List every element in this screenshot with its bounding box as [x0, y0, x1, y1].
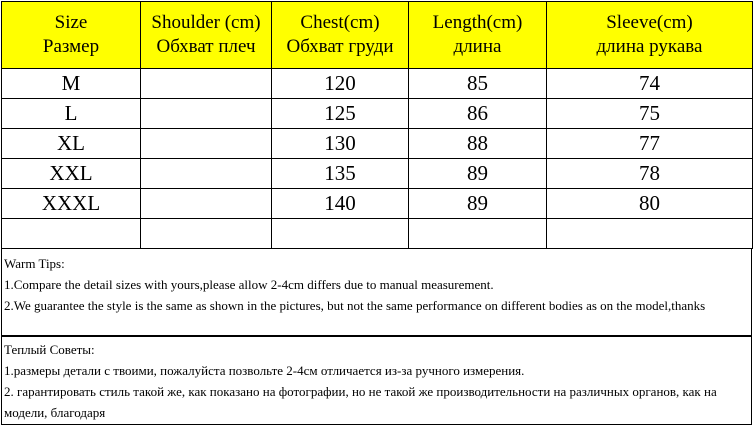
- cell-length: [409, 219, 547, 249]
- cell-shoulder: [141, 69, 272, 99]
- cell-size: M: [2, 69, 141, 99]
- tips-title: Warm Tips:: [4, 256, 65, 271]
- cell-shoulder: [141, 189, 272, 219]
- header-row: [2, 2, 753, 69]
- header-label-en: Chest(cm): [300, 12, 380, 33]
- table-row: [2, 69, 753, 99]
- tips-line-2: 2.We guarantee the style is the same as shown in the pictures, but not the same performance on different bodies as on the model,thanks: [4, 298, 706, 313]
- header-sleeve: [547, 2, 753, 69]
- table-row: [2, 99, 753, 129]
- header-label-en: Length(cm): [432, 12, 523, 33]
- header-label-en: Size: [54, 12, 88, 33]
- cell-sleeve: [547, 219, 753, 249]
- table-row-empty: [2, 219, 753, 249]
- tips-line-2: 2. гарантировать стиль такой же, как показано на фотографии, но не такой же производительности на различных органов, как на модели, благодаря: [4, 384, 717, 420]
- cell-size: XXL: [2, 159, 141, 189]
- cell-shoulder: [141, 219, 272, 249]
- cell-shoulder: [141, 99, 272, 129]
- cell-chest: 130: [272, 129, 409, 159]
- header-label-ru: Обхват плеч: [156, 36, 256, 57]
- cell-sleeve: 74: [547, 69, 753, 99]
- cell-length: 86: [409, 99, 547, 129]
- cell-size: [2, 219, 141, 249]
- cell-chest: 120: [272, 69, 409, 99]
- cell-sleeve: 80: [547, 189, 753, 219]
- cell-size: L: [2, 99, 141, 129]
- cell-length: 88: [409, 129, 547, 159]
- tips-line-1: 1.Compare the detail sizes with yours,please allow 2-4cm differs due to manual measurement.: [4, 277, 494, 292]
- cell-shoulder: [141, 159, 272, 189]
- table-row: [2, 159, 753, 189]
- table-row: [2, 189, 753, 219]
- header-label-ru: длина: [453, 36, 502, 57]
- warm-tips-english: [1, 249, 752, 336]
- header-label-ru: Размер: [42, 36, 100, 57]
- cell-sleeve: 78: [547, 159, 753, 189]
- cell-chest: 140: [272, 189, 409, 219]
- header-shoulder: [141, 2, 272, 69]
- cell-sleeve: 77: [547, 129, 753, 159]
- header-length: [409, 2, 547, 69]
- size-table: [1, 1, 753, 249]
- tips-title: Теплый Советы:: [4, 342, 95, 357]
- table-row: [2, 129, 753, 159]
- cell-length: 89: [409, 159, 547, 189]
- header-chest: [272, 2, 409, 69]
- cell-length: 89: [409, 189, 547, 219]
- cell-chest: 125: [272, 99, 409, 129]
- header-size: [2, 2, 141, 69]
- size-chart: [1, 1, 752, 421]
- cell-shoulder: [141, 129, 272, 159]
- header-label-ru: длина рукава: [596, 36, 703, 57]
- header-label-en: Sleeve(cm): [606, 12, 693, 33]
- warm-tips-russian: [1, 336, 752, 425]
- cell-length: 85: [409, 69, 547, 99]
- cell-chest: 135: [272, 159, 409, 189]
- header-label-ru: Обхват груди: [286, 36, 394, 57]
- cell-size: XXXL: [2, 189, 141, 219]
- header-label-en: Shoulder (cm): [151, 12, 261, 33]
- cell-sleeve: 75: [547, 99, 753, 129]
- cell-size: XL: [2, 129, 141, 159]
- tips-line-1: 1.размеры детали с твоими, пожалуйста позвольте 2-4см отличается из-за ручного измерения.: [4, 363, 525, 378]
- cell-chest: [272, 219, 409, 249]
